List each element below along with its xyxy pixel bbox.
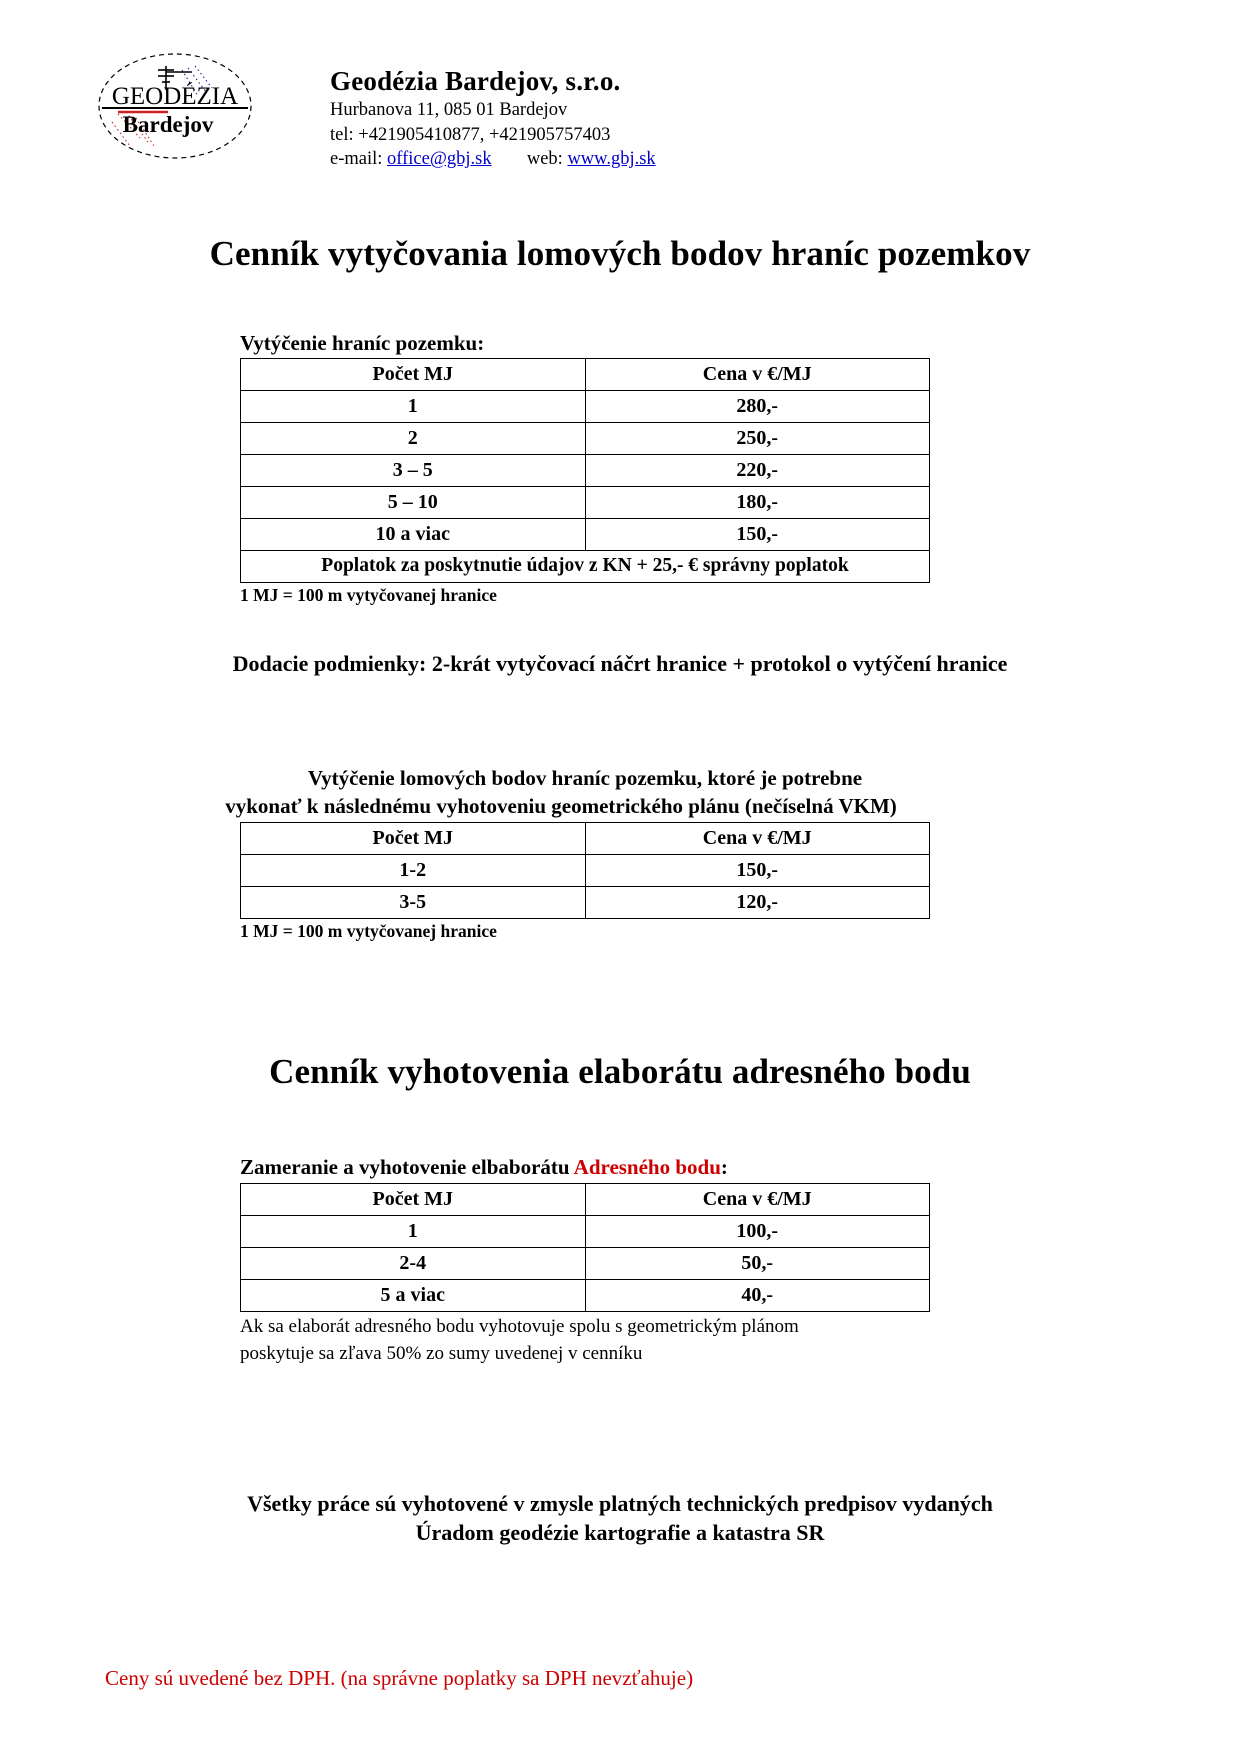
section-1-heading: Vytýčenie hraníc pozemku: — [240, 331, 485, 356]
cell-price: 180,- — [585, 487, 930, 519]
cell-price: 100,- — [585, 1215, 930, 1247]
closing-statement-line-1: Všetky práce sú vyhotovené v zmysle platných technických predpisov vydaných — [247, 1490, 993, 1516]
cell-price: 150,- — [585, 519, 930, 551]
cell-units: 1-2 — [241, 854, 586, 886]
web-label: web: — [526, 149, 563, 170]
section-3-heading — [240, 1154, 930, 1180]
section-2-heading-line-1: Vytýčenie lomových bodov hraníc pozemku, ktoré je potrebne — [307, 765, 863, 790]
page-title-pricelist-address-point: Cenník vyhotovenia elaborátu adresného bodu — [269, 1052, 971, 1092]
section-3-heading-suffix: : — [720, 1155, 728, 1180]
page-title-pricelist-boundary: Cenník vytyčovania lomových bodov hraníc pozemkov — [209, 234, 1031, 274]
section-3-discount-note-line-1: Ak sa elaborát adresného bodu vyhotovuje spolu s geometrickým plánom — [240, 1315, 799, 1337]
cell-price: 250,- — [585, 423, 930, 455]
table-header-row — [241, 1183, 930, 1215]
cell-units: 5 a viac — [241, 1279, 586, 1311]
website-link[interactable]: www.gbj.sk — [567, 149, 656, 170]
cell-units: 5 – 10 — [241, 487, 586, 519]
section-breakpoint-staking — [225, 765, 930, 943]
cell-admin-fee-note: Poplatok za poskytnutie údajov z KN + 25,- € správny poplatok — [241, 551, 930, 582]
company-address: Hurbanova 11, 085 01 Bardejov — [330, 100, 568, 121]
vat-note: Ceny sú uvedené bez DPH. (na správne poplatky sa DPH nevzťahuje) — [105, 1665, 694, 1690]
price-table-3 — [240, 1183, 930, 1312]
cell-units: 1 — [241, 391, 586, 423]
column-header-price: Cena v €/MJ — [585, 822, 930, 854]
table-row — [241, 519, 930, 551]
email-label: e-mail: — [330, 149, 383, 170]
svg-text:GEODÉZIA: GEODÉZIA — [111, 83, 239, 110]
cell-units: 10 a viac — [241, 519, 586, 551]
section-3-discount-note-line-2: poskytuje sa zľava 50% zo sumy uvedenej v cenníku — [240, 1343, 643, 1365]
table-row — [241, 1247, 930, 1279]
table-header-row — [241, 359, 930, 391]
table-row — [241, 886, 930, 918]
company-name: Geodézia Bardejov, s.r.o. — [330, 66, 621, 96]
table-row — [241, 391, 930, 423]
price-table-1 — [240, 358, 930, 582]
cell-price: 50,- — [585, 1247, 930, 1279]
table-row — [241, 487, 930, 519]
cell-price: 40,- — [585, 1279, 930, 1311]
section-2-unit-note: 1 MJ = 100 m vytyčovanej hranice — [240, 920, 497, 941]
table-row — [241, 455, 930, 487]
section-address-point — [240, 1154, 930, 1366]
column-header-units: Počet MJ — [241, 1183, 586, 1215]
table-row — [241, 423, 930, 455]
table-footer-row — [241, 551, 930, 582]
closing-statement-line-2: Úradom geodézie kartografie a katastra SR — [415, 1519, 825, 1545]
table-row — [241, 1215, 930, 1247]
company-contact-block — [330, 52, 1240, 172]
column-header-price: Cena v €/MJ — [585, 1183, 930, 1215]
table-row — [241, 854, 930, 886]
cell-units: 2-4 — [241, 1247, 586, 1279]
cell-price: 280,- — [585, 391, 930, 423]
section-2-heading-line-2: vykonať k následnému vyhotoveniu geometrického plánu (nečíselná VKM) — [225, 794, 897, 819]
cell-units: 3 – 5 — [241, 455, 586, 487]
cell-price: 150,- — [585, 854, 930, 886]
logo-container — [0, 52, 330, 160]
price-table-2 — [240, 822, 930, 919]
column-header-units: Počet MJ — [241, 359, 586, 391]
company-phone: tel: +421905410877, +421905757403 — [330, 124, 611, 145]
section-3-heading-prefix: Zameranie a vyhotovenie elbaborátu — [240, 1155, 574, 1180]
cell-price: 120,- — [585, 886, 930, 918]
delivery-conditions: Dodacie podmienky: 2-krát vytyčovací náčrt hranice + protokol o vytýčení hranice — [232, 650, 1008, 676]
cell-units: 1 — [241, 1215, 586, 1247]
svg-text:Bardejov: Bardejov — [122, 112, 214, 137]
column-header-price: Cena v €/MJ — [585, 359, 930, 391]
company-logo-icon — [96, 52, 254, 160]
section-1-unit-note: 1 MJ = 100 m vytyčovanej hranice — [240, 584, 497, 605]
document-header — [0, 0, 1240, 172]
section-3-heading-highlight: Adresného bodu — [573, 1155, 721, 1180]
cell-units: 3-5 — [241, 886, 586, 918]
cell-units: 2 — [241, 423, 586, 455]
email-link[interactable]: office@gbj.sk — [387, 149, 492, 170]
section-boundary-staking — [240, 330, 930, 607]
cell-price: 220,- — [585, 455, 930, 487]
column-header-units: Počet MJ — [241, 822, 586, 854]
table-row — [241, 1279, 930, 1311]
table-header-row — [241, 822, 930, 854]
company-email-web-line — [330, 147, 1240, 172]
